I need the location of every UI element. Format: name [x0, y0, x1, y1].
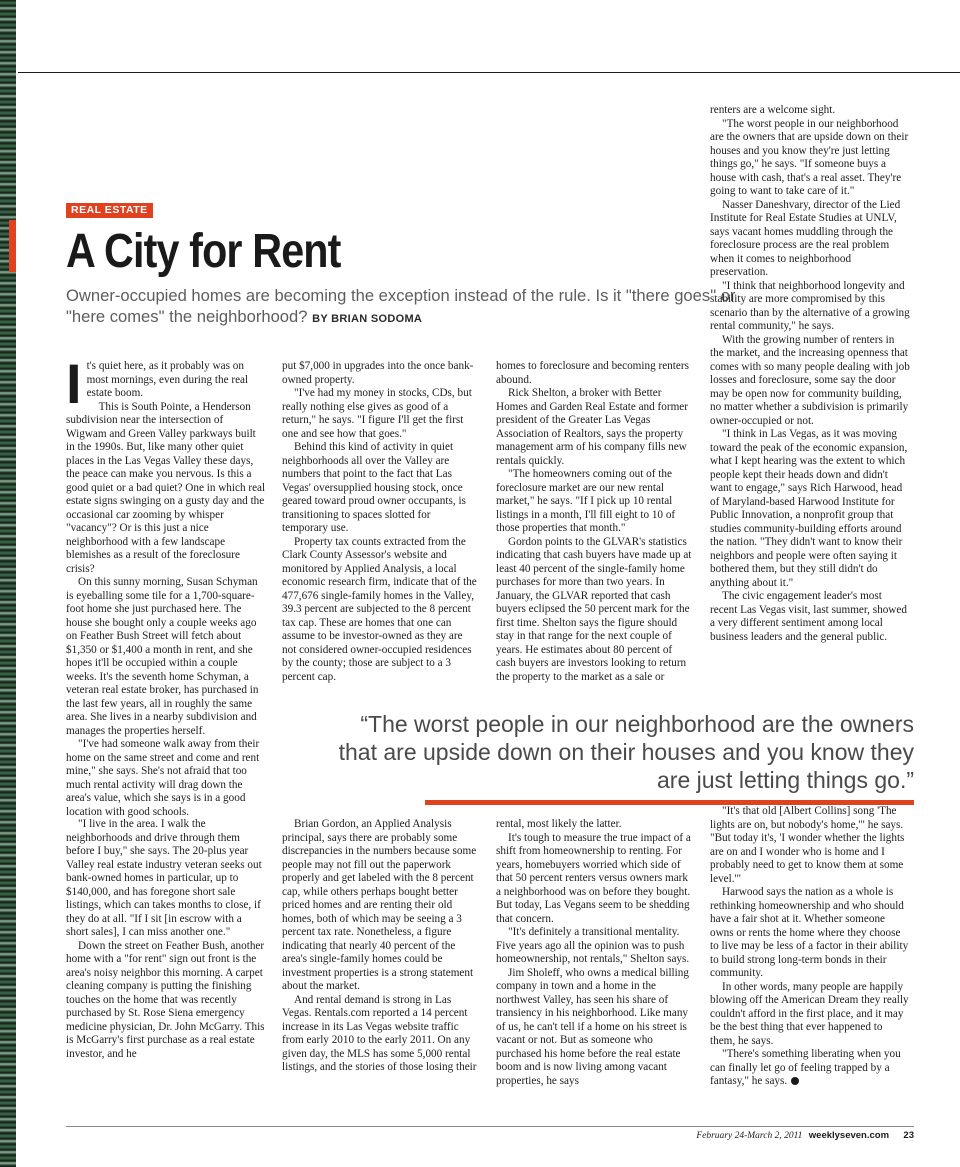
- paragraph: "It's that old [Albert Collins] song 'The lights are on, but nobody's home,'" he says. "But today it's, 'I wonder whether the lights are on and I wonder who is home and I probably need to get to know them at some level.'": [710, 805, 905, 885]
- column-2-top: [282, 360, 478, 684]
- pull-quote: “The worst people in our neighborhood are the owners that are upside down on their houses and you know they are just letting things go.”: [338, 711, 914, 793]
- drop-cap: I: [66, 352, 82, 415]
- paragraph: "I've had someone walk away from their home on the same street and come and rent mine," she says. She's not afraid that too much rental activity will drag down the area's value, which she says is in a good location with good schools.: [66, 738, 260, 818]
- column-4-top: [710, 104, 910, 644]
- paragraph: Harwood says the nation as a whole is rethinking homeownership and who should have a fair shot at it. Whether someone owns or rents the home where they choose to live may be less of a factor in their ability to build strong long-term bonds in their community.: [710, 886, 909, 979]
- binding-accent-mark: [9, 220, 16, 272]
- paragraph: Jim Sholeff, who owns a medical billing company in town and a home in the northwest Valley, has seen his share of transiency in his neighborhood. Like many of us, he can't tell if a home on his street is vacant or not. But as someone who purchased his home before the real estate boom and is now living among vacant properties, he says: [496, 966, 689, 1087]
- paragraph: homes to foreclosure and becoming renters abound.: [496, 360, 689, 386]
- deck-text: Owner-occupied homes are becoming the exception instead of the rule. Is it "there goes" or "here comes" the neighborhood?: [66, 286, 736, 326]
- top-rule: [18, 72, 960, 73]
- page-footer: [696, 1130, 914, 1141]
- section-tag: REAL ESTATE: [66, 203, 153, 218]
- paragraph: "The homeowners coming out of the foreclosure market are our new rental market," he says. "If I pick up 10 rental listings in a month, I'll fill eight to 10 of those properties that month.": [496, 468, 676, 534]
- closing-paragraph-text: "There's something liberating when you can finally let go of feeling trapped by a fantasy," he says.: [710, 1048, 901, 1087]
- paragraph: It's tough to measure the true impact of a shift from homeownership to renting. For years, homebuyers worried which side of that 50 percent renters versus owners mark a neighborhood was on before they bought. But today, Las Vegans seem to be shedding that concern.: [496, 831, 691, 925]
- paragraph: Behind this kind of activity in quiet neighborhoods all over the Valley are numbers that point to the fact that Las Vegas' oversupplied housing stock, once geared toward proud owner occupants, is transitioning to spaces slotted for temporary use.: [282, 441, 466, 534]
- paragraph: put $7,000 in upgrades into the once bank-owned property.: [282, 360, 474, 386]
- paragraph: [710, 1048, 910, 1089]
- paragraph: On this sunny morning, Susan Schyman is eyeballing some tile for a 1,700-square-foot home she just purchased here. The house she bought only a couple weeks ago on Feather Bush Street will fetch about $1,350 or $1,400 a month in rent, and she hopes it'll be occupied within a couple weeks. It's the seventh home Schyman, a veteran real estate broker, has purchased in the last few years, all in roughly the same area. She lives in a nearby subdivision and manages the properties herself.: [66, 576, 259, 737]
- paragraph: renters are a welcome sight.: [710, 104, 836, 116]
- paragraph: "The worst people in our neighborhood are the owners that are upside down on their houses and you know they're just letting things go," he says. "If someone buys a house with cash, that's a real asset. They're going to want to take care of it.": [710, 117, 909, 197]
- deck: [66, 285, 756, 330]
- column-3-top: [496, 360, 692, 684]
- paragraph: The civic engagement leader's most recent Las Vegas visit, last summer, showed a very different sentiment among local business leaders and the general public.: [710, 590, 907, 643]
- column-2-bottom: [282, 818, 478, 1075]
- paragraph: rental, most likely the latter.: [496, 818, 622, 830]
- column-1-bottom: [66, 818, 266, 1061]
- site-url: weeklyseven.com: [808, 1130, 890, 1141]
- column-1-top: [66, 352, 266, 819]
- pull-quote-rule: [425, 800, 914, 805]
- paragraph: "I think in Las Vegas, as it was moving toward the peak of the economic expansion, what I kept hearing was the extent to which people kept their heads down and didn't want to engage," says Rich Harwood, head of Maryland-based Harwood Institute for Public Innovation, a nonprofit group that studies community-building efforts around the nation. "They didn't want to know their neighbors and people were often saying it bothered them, but they still didn't do anything about it.": [710, 428, 908, 589]
- headline: A City for Rent: [66, 225, 341, 278]
- column-3-bottom: [496, 818, 692, 1088]
- magazine-binding-edge: [0, 0, 16, 1167]
- paragraph: "I think that neighborhood longevity and stability are more compromised by this scenario than by the alternative of a growing rental community," he says.: [710, 279, 910, 332]
- issue-date: February 24-March 2, 2011: [696, 1131, 803, 1141]
- column-4-bottom: [710, 805, 910, 1089]
- paragraph: Down the street on Feather Bush, another home with a "for rent" sign out front is the area's noisy neighbor this morning. A carpet cleaning company is putting the finishing touches on the home that was recently purchased by St. Rose Siena emergency medicine physician, Dr. John McGarry. This is McGarry's first purchase as a real estate investor, and he: [66, 939, 265, 1060]
- paragraph: Property tax counts extracted from the Clark County Assessor's website and monitored by Applied Analysis, a local economic research firm, indicate that of the 477,676 single-family homes in the Valley, 39.3 percent are subjected to the 8 percent tax cap. These are homes that one can assume to be investor-owned as they are not considered owner-occupied residences by the county; those are subject to a 3 percent cap.: [282, 535, 477, 683]
- paragraph: And rental demand is strong in Las Vegas. Rentals.com reported a 14 percent increase in its Las Vegas website traffic from early 2010 to the early 2011. On any given day, the MLS has some 5,000 rental listings, and the stories of those losing their: [282, 993, 477, 1073]
- paragraph: In other words, many people are happily blowing off the American Dream they really couldn't afford in the first place, and it may be the best thing that ever happened to them, he says.: [710, 980, 909, 1047]
- paragraph: t's quiet here, as it probably was on most mornings, even during the real estate boom.: [86, 360, 249, 399]
- paragraph: Brian Gordon, an Applied Analysis principal, says there are probably some discrepancies in the numbers because some people may not fill out the paperwork properly and get labeled with the 8 percent cap, while others perhaps bought better priced homes and are renting their old homes, both of which may be seeing a 3 percent tax rate. Nonetheless, a figure indicating that nearly 40 percent of the area's single-family homes could be investment properties is a strong statement about the market.: [282, 818, 477, 992]
- paragraph: With the growing number of renters in the market, and the increasing openness that comes with so many people dealing with job losses and foreclosure, some say the door may be open now for community building, no matter whether a subdivision is primarily owner-occupied or not.: [710, 333, 910, 427]
- paragraph: "I've had my money in stocks, CDs, but really nothing else gives as good of a return," he says. "I figure I'll get the first one and see how that goes.": [282, 387, 472, 440]
- paragraph: "It's definitely a transitional mentality. Five years ago all the opinion was to push homeownership, not rentals," Shelton says.: [496, 926, 690, 965]
- paragraph: Gordon points to the GLVAR's statistics indicating that cash buyers have made up at least 40 percent of the single-family home purchases for more than two years. In January, the GLVAR reported that cash buyers eclipsed the 50 percent mark for the first time. Shelton says the figure should stay in that range for the next couple of years. He estimates about 80 percent of cash buyers are investors looking to return the property to the market as a sale or: [496, 535, 692, 683]
- paragraph: Nasser Daneshvary, director of the Lied Institute for Real Estate Studies at UNLV, says vacant homes muddling through the foreclosure process are the real problem when it comes to neighborhood preservation.: [710, 198, 901, 278]
- paragraph: Rick Shelton, a broker with Better Homes and Garden Real Estate and former president of the Greater Las Vegas Association of Realtors, says the property management arm of his company fills new rentals quickly.: [496, 387, 688, 467]
- end-of-article-icon: [791, 1077, 799, 1085]
- page-number: 23: [903, 1130, 914, 1141]
- byline: BY BRIAN SODOMA: [312, 313, 423, 325]
- paragraph: "I live in the area. I walk the neighborhoods and drive through them before I buy," she says. The 20-plus year Valley real estate industry veteran seeks out bank-owned homes in particular, up to $140,000, and has foregone short sale listings, which can takes months to close, if they do at all. "If I sit [in escrow with a short sales], I can miss another one.": [66, 818, 262, 938]
- footer-rule: [66, 1126, 914, 1127]
- paragraph: This is South Pointe, a Henderson subdivision near the intersection of Wigwam and Green Valley parkways built in the 1990s. But, like many other quiet places in the Las Vegas Valley these days, the peace can make you nervous. Is this a good quiet or a bad quiet? One in which real estate signs swinging on a gusty day and the occasional car zooming by whisper "vacancy"? Or is this just a nice neighborhood with a few landscape blemishes as a result of the foreclosure crisis?: [66, 400, 266, 575]
